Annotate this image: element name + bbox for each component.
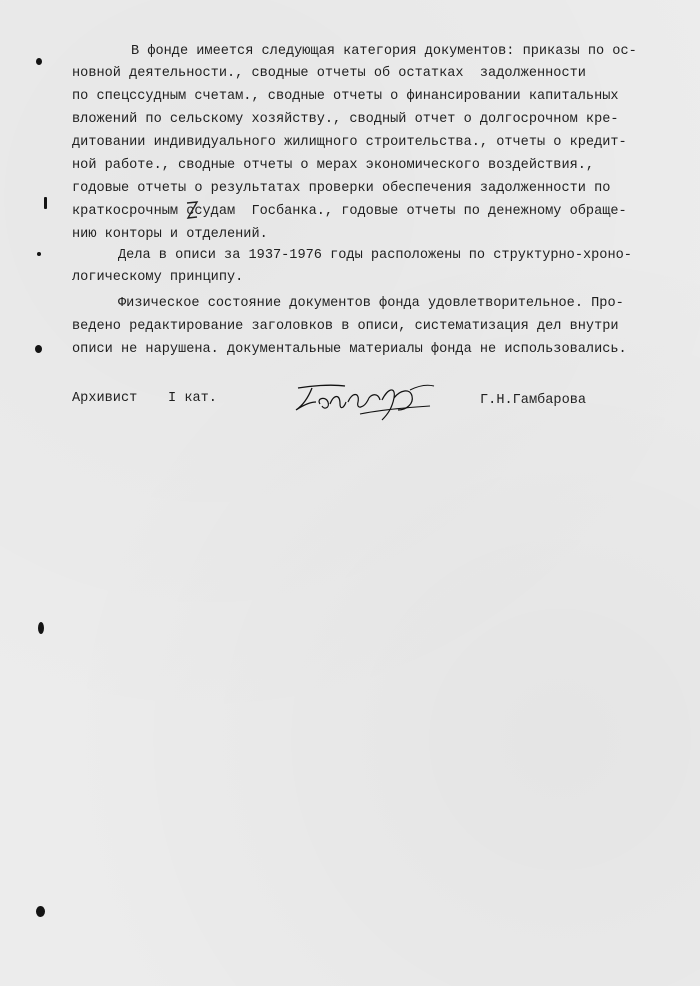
punch-hole-mark: [37, 252, 41, 256]
text-line: вложений по сельскому хозяйству., сводный отчет о долгосрочном кре-: [72, 112, 619, 127]
text-line: Физическое состояние документов фонда удовлетворительное. Про-: [118, 296, 624, 311]
text-line: ведено редактирование заголовков в описи, систематизация дел внутри: [72, 319, 619, 334]
text-line: нию конторы и отделений.: [72, 227, 268, 242]
punch-hole-mark: [44, 197, 47, 209]
handwritten-signature: [290, 380, 440, 430]
text-line: Дела в описи за 1937-1976 годы расположены по структурно-хроно-: [118, 248, 632, 263]
handwritten-correction-mark: [185, 200, 199, 222]
text-line: ной работе., сводные отчеты о мерах экономического воздействия.,: [72, 158, 595, 173]
punch-hole-mark: [36, 58, 42, 65]
punch-hole-mark: [35, 345, 42, 353]
text-line: логическому принципу.: [72, 270, 244, 285]
text-line: по спецссудным счетам., сводные отчеты о финансировании капитальных: [72, 89, 619, 104]
signer-category: I кат.: [168, 391, 217, 406]
text-line: новной деятельности., сводные отчеты об остатках задолженности: [72, 66, 586, 81]
punch-hole-mark: [36, 906, 45, 917]
text-line: В фонде имеется следующая категория документов: приказы по ос-: [131, 44, 637, 59]
text-line: описи не нарушена. документальные материалы фонда не использовались.: [72, 342, 627, 357]
signer-name: Г.Н.Гамбарова: [480, 393, 587, 408]
signer-position: Архивист: [72, 391, 138, 406]
text-line: дитовании индивидуального жилищного строительства., отчеты о кредит-: [72, 135, 627, 150]
text-line: краткосрочным ссудам Госбанка., годовые отчеты по денежному обраще-: [72, 204, 627, 219]
text-line: годовые отчеты о результатах проверки обеспечения задолженности по: [72, 181, 611, 196]
punch-hole-mark: [38, 622, 44, 634]
